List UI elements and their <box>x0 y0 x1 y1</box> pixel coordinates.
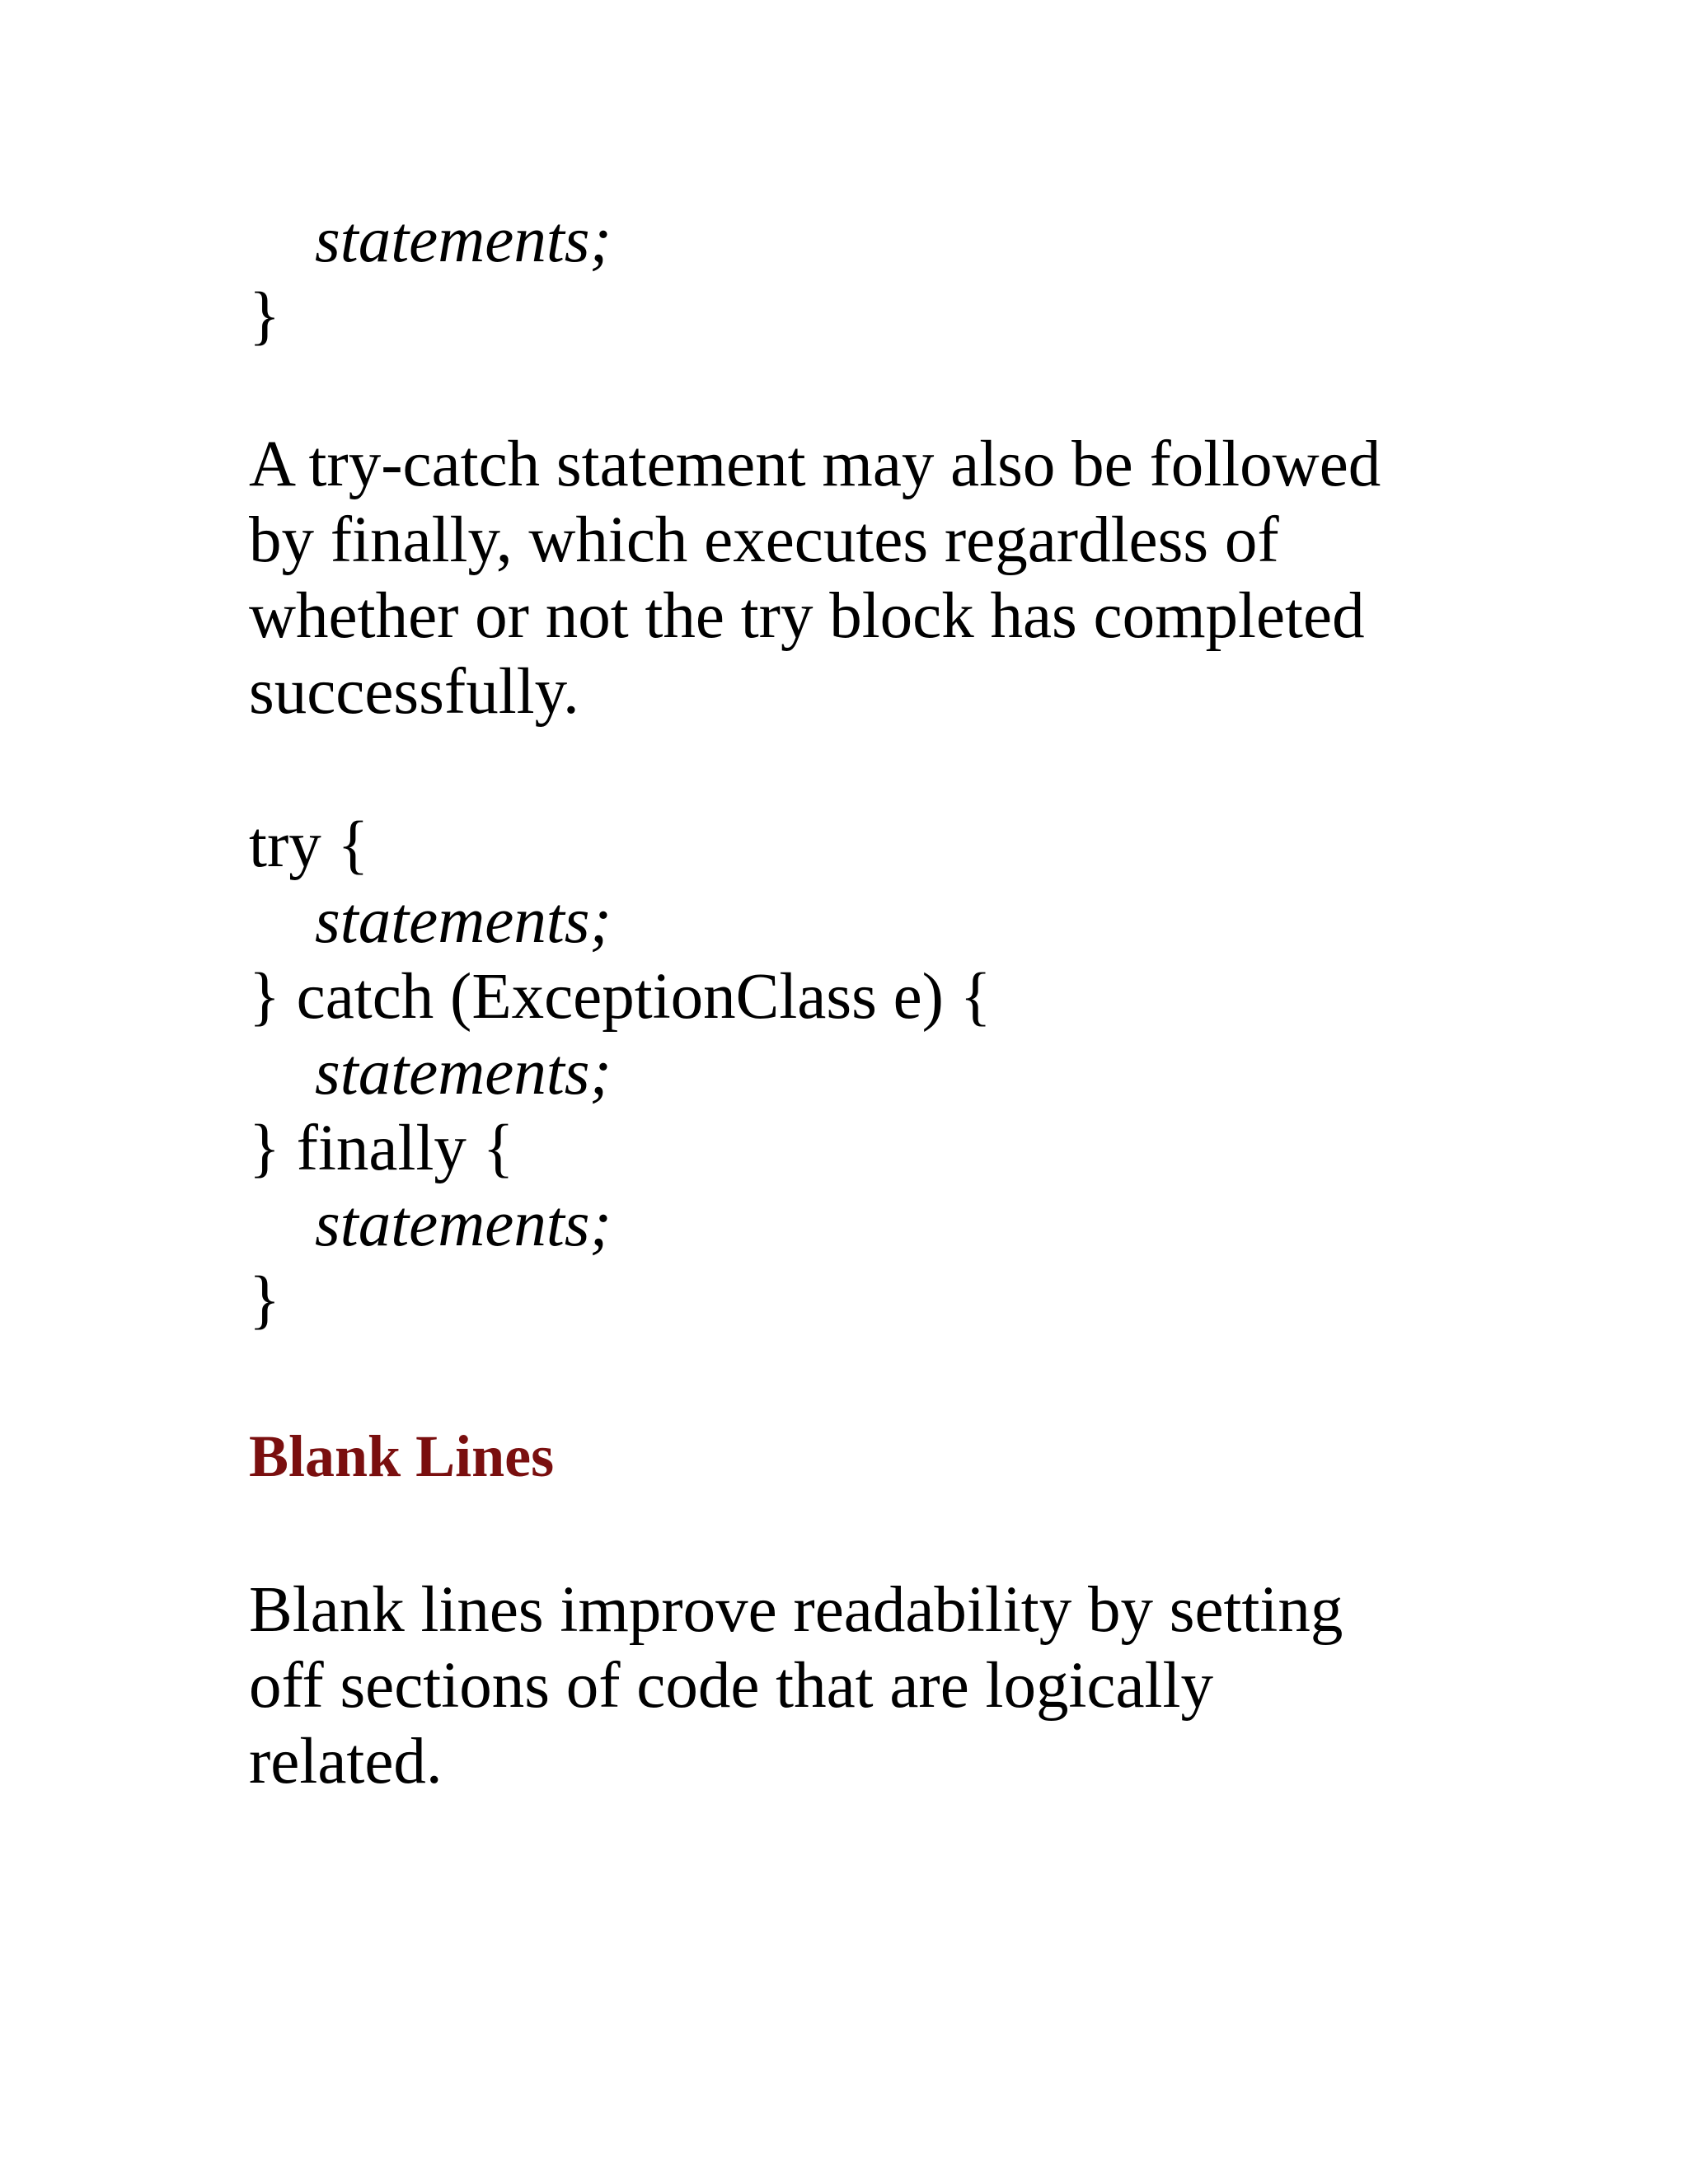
paragraph-line: whether or not the try block has completed <box>249 580 1365 652</box>
code-line-try: try { <box>249 809 369 881</box>
code-line-close-brace: } <box>249 280 280 352</box>
paragraph-line: successfully. <box>249 656 579 728</box>
code-line-statements: statements; <box>315 204 612 276</box>
paragraph-line: related. <box>249 1726 443 1797</box>
code-line-statements: statements; <box>315 885 612 957</box>
paragraph-line: A try-catch statement may also be followed <box>249 429 1381 500</box>
paragraph-line: Blank lines improve readability by setting <box>249 1574 1343 1646</box>
code-line-catch: } catch (ExceptionClass e) { <box>249 961 992 1033</box>
paragraph-line: by finally, which executes regardless of <box>249 504 1279 576</box>
code-line-finally: } finally { <box>249 1113 514 1184</box>
code-line-close-brace: } <box>249 1264 280 1336</box>
code-line-statements: statements; <box>315 1188 612 1260</box>
section-heading: Blank Lines <box>249 1423 555 1489</box>
paragraph-line: off sections of code that are logically <box>249 1650 1213 1722</box>
code-line-statements: statements; <box>315 1037 612 1108</box>
